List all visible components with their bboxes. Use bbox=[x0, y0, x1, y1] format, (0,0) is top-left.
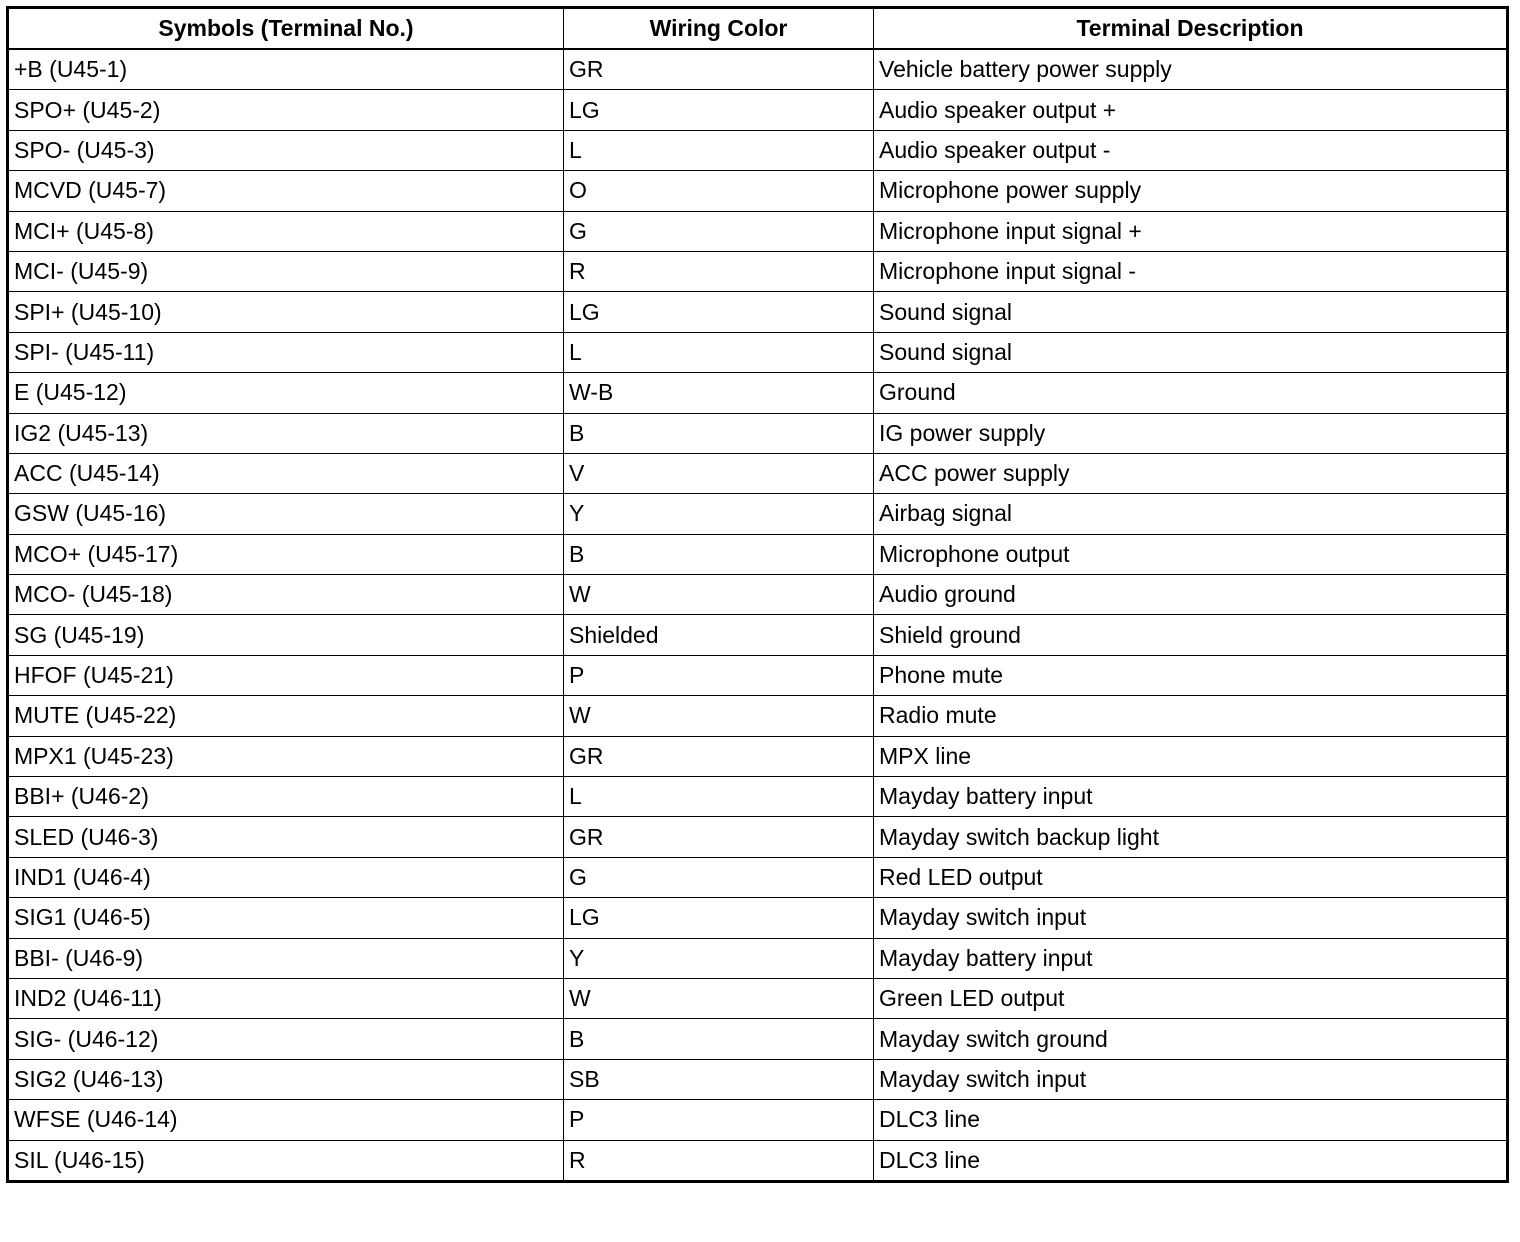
cell-description: Vehicle battery power supply bbox=[874, 49, 1508, 90]
cell-description: MPX line bbox=[874, 736, 1508, 776]
cell-wiring-color: G bbox=[564, 211, 874, 251]
cell-description: Shield ground bbox=[874, 615, 1508, 655]
cell-symbol: SPO+ (U45-2) bbox=[8, 90, 564, 130]
table-row bbox=[8, 736, 1508, 776]
table-row bbox=[8, 413, 1508, 453]
cell-wiring-color: L bbox=[564, 777, 874, 817]
table-row bbox=[8, 1019, 1508, 1059]
cell-symbol: HFOF (U45-21) bbox=[8, 655, 564, 695]
cell-symbol: BBI+ (U46-2) bbox=[8, 777, 564, 817]
table-row bbox=[8, 978, 1508, 1018]
cell-wiring-color: W bbox=[564, 696, 874, 736]
header-symbols: Symbols (Terminal No.) bbox=[8, 8, 564, 50]
table-row bbox=[8, 615, 1508, 655]
cell-symbol: SIG- (U46-12) bbox=[8, 1019, 564, 1059]
cell-wiring-color: Y bbox=[564, 938, 874, 978]
cell-wiring-color: LG bbox=[564, 90, 874, 130]
table-row bbox=[8, 1059, 1508, 1099]
cell-symbol: IND2 (U46-11) bbox=[8, 978, 564, 1018]
table-body bbox=[8, 49, 1508, 1181]
table-row bbox=[8, 130, 1508, 170]
table-row bbox=[8, 857, 1508, 897]
cell-description: Audio speaker output + bbox=[874, 90, 1508, 130]
table-row bbox=[8, 1140, 1508, 1181]
cell-description: Airbag signal bbox=[874, 494, 1508, 534]
cell-symbol: SLED (U46-3) bbox=[8, 817, 564, 857]
cell-description: IG power supply bbox=[874, 413, 1508, 453]
cell-wiring-color: B bbox=[564, 1019, 874, 1059]
table-row bbox=[8, 292, 1508, 332]
cell-description: Audio speaker output - bbox=[874, 130, 1508, 170]
table-row bbox=[8, 90, 1508, 130]
cell-symbol: WFSE (U46-14) bbox=[8, 1100, 564, 1140]
cell-wiring-color: R bbox=[564, 251, 874, 291]
cell-wiring-color: GR bbox=[564, 817, 874, 857]
table-row bbox=[8, 211, 1508, 251]
cell-symbol: +B (U45-1) bbox=[8, 49, 564, 90]
table-row bbox=[8, 534, 1508, 574]
cell-symbol: SIG2 (U46-13) bbox=[8, 1059, 564, 1099]
cell-description: Green LED output bbox=[874, 978, 1508, 1018]
cell-symbol: SG (U45-19) bbox=[8, 615, 564, 655]
terminal-table bbox=[6, 6, 1509, 1183]
cell-description: ACC power supply bbox=[874, 453, 1508, 493]
cell-wiring-color: LG bbox=[564, 898, 874, 938]
cell-wiring-color: P bbox=[564, 1100, 874, 1140]
cell-symbol: ACC (U45-14) bbox=[8, 453, 564, 493]
cell-symbol: SPO- (U45-3) bbox=[8, 130, 564, 170]
cell-wiring-color: Shielded bbox=[564, 615, 874, 655]
cell-description: Mayday switch input bbox=[874, 898, 1508, 938]
cell-wiring-color: L bbox=[564, 130, 874, 170]
table-row bbox=[8, 1100, 1508, 1140]
table-row bbox=[8, 332, 1508, 372]
cell-wiring-color: W bbox=[564, 978, 874, 1018]
table-row bbox=[8, 373, 1508, 413]
cell-description: Microphone power supply bbox=[874, 171, 1508, 211]
cell-wiring-color: P bbox=[564, 655, 874, 695]
cell-wiring-color: B bbox=[564, 534, 874, 574]
cell-description: DLC3 line bbox=[874, 1100, 1508, 1140]
table-row bbox=[8, 817, 1508, 857]
table-row bbox=[8, 49, 1508, 90]
cell-symbol: MCO+ (U45-17) bbox=[8, 534, 564, 574]
cell-symbol: MCO- (U45-18) bbox=[8, 575, 564, 615]
cell-wiring-color: SB bbox=[564, 1059, 874, 1099]
cell-description: Microphone input signal + bbox=[874, 211, 1508, 251]
cell-symbol: SPI- (U45-11) bbox=[8, 332, 564, 372]
cell-symbol: IG2 (U45-13) bbox=[8, 413, 564, 453]
cell-description: Mayday switch backup light bbox=[874, 817, 1508, 857]
table-row bbox=[8, 938, 1508, 978]
table-row bbox=[8, 251, 1508, 291]
cell-wiring-color: R bbox=[564, 1140, 874, 1181]
cell-description: Red LED output bbox=[874, 857, 1508, 897]
cell-description: Microphone input signal - bbox=[874, 251, 1508, 291]
cell-description: Phone mute bbox=[874, 655, 1508, 695]
cell-wiring-color: V bbox=[564, 453, 874, 493]
cell-symbol: IND1 (U46-4) bbox=[8, 857, 564, 897]
cell-wiring-color: W bbox=[564, 575, 874, 615]
cell-description: Sound signal bbox=[874, 332, 1508, 372]
cell-wiring-color: LG bbox=[564, 292, 874, 332]
cell-wiring-color: W-B bbox=[564, 373, 874, 413]
cell-description: Radio mute bbox=[874, 696, 1508, 736]
table-row bbox=[8, 171, 1508, 211]
cell-symbol: MCI- (U45-9) bbox=[8, 251, 564, 291]
cell-description: Ground bbox=[874, 373, 1508, 413]
header-row bbox=[8, 8, 1508, 50]
cell-symbol: SPI+ (U45-10) bbox=[8, 292, 564, 332]
cell-description: Mayday switch ground bbox=[874, 1019, 1508, 1059]
cell-symbol: SIG1 (U46-5) bbox=[8, 898, 564, 938]
cell-symbol: MCI+ (U45-8) bbox=[8, 211, 564, 251]
cell-wiring-color: B bbox=[564, 413, 874, 453]
table-row bbox=[8, 696, 1508, 736]
table-header bbox=[8, 8, 1508, 50]
cell-symbol: MUTE (U45-22) bbox=[8, 696, 564, 736]
cell-symbol: E (U45-12) bbox=[8, 373, 564, 413]
cell-symbol: GSW (U45-16) bbox=[8, 494, 564, 534]
cell-symbol: SIL (U46-15) bbox=[8, 1140, 564, 1181]
header-wiring-color: Wiring Color bbox=[564, 8, 874, 50]
header-terminal-description: Terminal Description bbox=[874, 8, 1508, 50]
table-row bbox=[8, 494, 1508, 534]
cell-description: Mayday battery input bbox=[874, 777, 1508, 817]
cell-wiring-color: O bbox=[564, 171, 874, 211]
cell-symbol: BBI- (U46-9) bbox=[8, 938, 564, 978]
cell-wiring-color: GR bbox=[564, 736, 874, 776]
table-row bbox=[8, 655, 1508, 695]
cell-symbol: MCVD (U45-7) bbox=[8, 171, 564, 211]
cell-description: Mayday switch input bbox=[874, 1059, 1508, 1099]
cell-symbol: MPX1 (U45-23) bbox=[8, 736, 564, 776]
cell-wiring-color: GR bbox=[564, 49, 874, 90]
cell-wiring-color: Y bbox=[564, 494, 874, 534]
cell-description: Microphone output bbox=[874, 534, 1508, 574]
cell-description: Mayday battery input bbox=[874, 938, 1508, 978]
cell-description: Audio ground bbox=[874, 575, 1508, 615]
cell-description: Sound signal bbox=[874, 292, 1508, 332]
cell-wiring-color: L bbox=[564, 332, 874, 372]
table-row bbox=[8, 777, 1508, 817]
cell-description: DLC3 line bbox=[874, 1140, 1508, 1181]
table-row bbox=[8, 575, 1508, 615]
cell-wiring-color: G bbox=[564, 857, 874, 897]
table-row bbox=[8, 453, 1508, 493]
table-row bbox=[8, 898, 1508, 938]
